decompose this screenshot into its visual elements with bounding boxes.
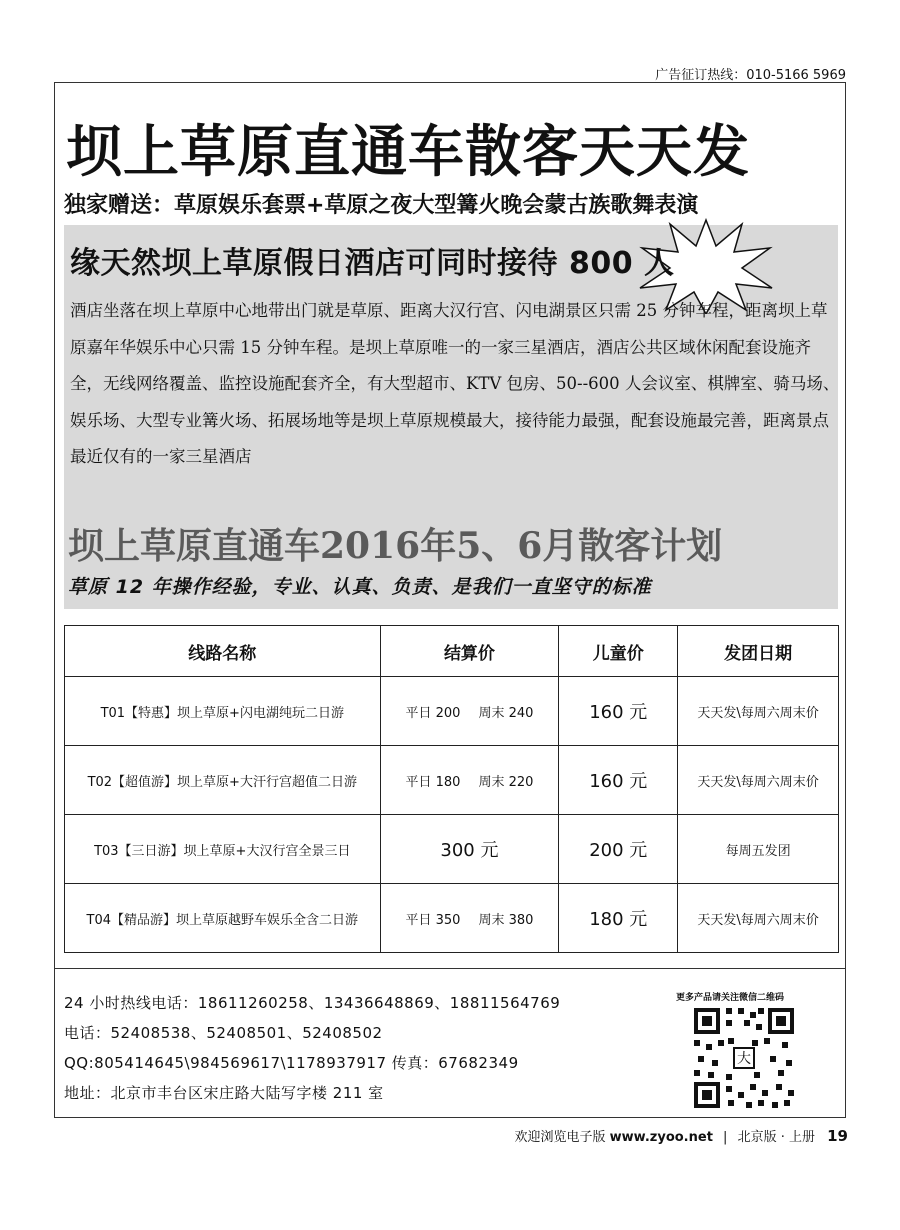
route-name: T04【精品游】坝上草原越野车娱乐全含二日游 (65, 884, 381, 953)
plan-title: 坝上草原直通车2016年5、6月散客计划 (68, 525, 723, 567)
address-text: 地址：北京市丰台区宋庄路大陆写字楼 211 室 (64, 1084, 384, 1102)
child-price: 160 元 (559, 677, 678, 746)
departure-date: 每周五发团 (678, 815, 839, 884)
weekend-price: 周末 380 (478, 912, 534, 928)
table-row (65, 884, 839, 953)
qr-code-icon (692, 1006, 796, 1110)
footer-edition: 北京版 · 上册 (737, 1130, 815, 1145)
weekend-price: 周末 220 (478, 774, 534, 790)
phone-text: 电话：52408538、52408501、52408502 (64, 1024, 383, 1042)
page-title: 坝上草原直通车散客天天发 (66, 120, 750, 185)
qq-fax-text: QQ:805414645\984569617\1178937917 传真：67682349 (64, 1054, 519, 1072)
weekday-price: 平日 200 (405, 705, 461, 721)
weekday-price: 平日 350 (405, 912, 461, 928)
weekday-price: 平日 180 (405, 774, 461, 790)
settlement-price: 300 元 (380, 815, 559, 884)
qr-label: 更多产品请关注微信二维码 (676, 993, 785, 1003)
contact-block (64, 988, 560, 1108)
ad-hotline: 广告征订热线：010-5166 5969 (655, 68, 846, 83)
column-header: 线路名称 (65, 626, 381, 677)
svg-text:大: 大 (737, 1051, 751, 1067)
settlement-price (380, 746, 559, 815)
column-header: 发团日期 (678, 626, 839, 677)
footer-url[interactable]: www.zyoo.net (609, 1130, 713, 1145)
page-number: 19 (827, 1127, 848, 1145)
hotline-text: 24 小时热线电话：18611260258、13436648869、18811564769 (64, 994, 561, 1012)
table-row (65, 746, 839, 815)
route-table (64, 625, 839, 953)
weekend-price: 周末 240 (478, 705, 534, 721)
route-name: T03【三日游】坝上草原+大汉行宫全景三日 (65, 815, 381, 884)
page-footer (514, 1126, 848, 1145)
column-header: 结算价 (380, 626, 559, 677)
plan-slogan: 草原 12 年操作经验，专业、认真、负责、是我们一直坚守的标准 (68, 576, 652, 598)
departure-date: 天天发\每周六周末价 (678, 884, 839, 953)
footer-separator: | (723, 1130, 728, 1145)
table-row (65, 815, 839, 884)
table-header-row (65, 626, 839, 677)
hotel-description: 酒店坐落在坝上草原中心地带出门就是草原、距离大汉行宫、闪电湖景区只需 25 分钟车程，距离坝上草原嘉年华娱乐中心只需 15 分钟车程。是坝上草原唯一的一家三星酒店，酒店公共区域休闲配套设施齐全，无线网络覆盖、监控设施配套齐全，有大型超市、KTV 包房、50--600 人会议室、棋牌室、骑马场、娱乐场、大型专业篝火场、拓展场地等是坝上草原规模最大，接待能力最强，配套设施最完善，距离景点最近仅有的一家三星酒店 (70, 301, 840, 466)
footer-welcome: 欢迎浏览电子版 (514, 1130, 606, 1145)
column-header: 儿童价 (559, 626, 678, 677)
table-row (65, 677, 839, 746)
hotel-headline: 缘天然坝上草原假日酒店可同时接待 800 人 (70, 246, 675, 281)
child-price: 200 元 (559, 815, 678, 884)
section-divider (54, 968, 846, 969)
promo-line: 独家赠送：草原娱乐套票+草原之夜大型篝火晚会蒙古族歌舞表演 (64, 193, 699, 218)
departure-date: 天天发\每周六周末价 (678, 677, 839, 746)
departure-date: 天天发\每周六周末价 (678, 746, 839, 815)
route-name: T01【特惠】坝上草原+闪电湖纯玩二日游 (65, 677, 381, 746)
settlement-price (380, 677, 559, 746)
route-name: T02【超值游】坝上草原+大汗行宫超值二日游 (65, 746, 381, 815)
child-price: 160 元 (559, 746, 678, 815)
child-price: 180 元 (559, 884, 678, 953)
settlement-price (380, 884, 559, 953)
